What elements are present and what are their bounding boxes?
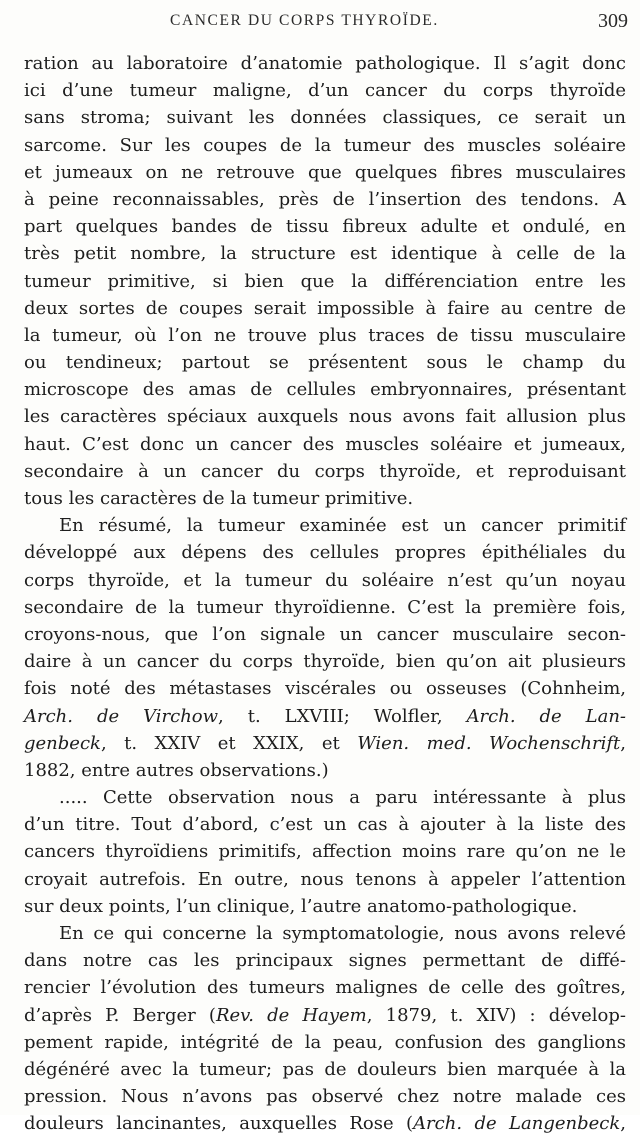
text-segment: à peine reconnaissables, près de l’insertion des tendons. A (24, 188, 626, 210)
page-number: 309 (598, 10, 628, 32)
text-line (24, 431, 626, 458)
text-segment: microscope des amas de cellules embryonnaires, présentant (24, 379, 626, 401)
text-segment: pement rapide, intégrité de la peau, confusion des ganglions (24, 1031, 626, 1053)
text-segment: , t. XXIV et XXIX, et (100, 732, 358, 754)
italic-citation: Arch. de Lan- (466, 705, 626, 727)
text-line (24, 1083, 626, 1110)
text-segment: cancers thyroïdiens primitifs, affection moins rare qu’on ne le (24, 841, 626, 863)
text-segment: corps thyroïde, et la tumeur du soléaire n’est qu’un noyau (24, 569, 626, 591)
text-segment: secondaire à un cancer du corps thyroïde, et reproduisant (24, 460, 626, 482)
text-line (24, 132, 626, 159)
text-segment: tumeur primitive, si bien que la différenciation entre les (24, 270, 626, 292)
text-segment: dégénéré avec la tumeur; pas de douleurs bien marquée à la (24, 1058, 626, 1080)
text-segment: très petit nombre, la structure est identique à celle de la (24, 243, 626, 265)
running-head-title: CANCER DU CORPS THYROÏDE. (170, 12, 439, 29)
text-segment: , (620, 732, 626, 754)
text-line (24, 757, 626, 784)
text-line (24, 974, 626, 1001)
text-segment: ration au laboratoire d’anatomie pathologique. Il s’agit donc (24, 53, 626, 74)
text-segment: d’un titre. Tout d’abord, c’est un cas à ajouter à la liste des (24, 814, 626, 836)
italic-citation: Wien. med. Wochenschrift (357, 732, 621, 754)
text-segment: 1882, entre autres observations.) (24, 759, 329, 781)
text-line (24, 159, 626, 186)
italic-citation: Arch. de Virchow (24, 705, 219, 727)
italic-citation: Rev. de Hayem (215, 1004, 367, 1026)
text-line (24, 703, 626, 730)
text-line (24, 811, 626, 838)
text-segment: la tumeur, où l’on ne trouve plus traces de tissu musculaire (24, 324, 626, 346)
text-line (24, 1056, 626, 1083)
text-segment: , 1879, t. XIV) : dévelop- (366, 1004, 626, 1026)
text-segment: d’après P. Berger ( (24, 1004, 216, 1026)
text-segment: et jumeaux on ne retrouve que quelques fibres musculaires (24, 161, 626, 183)
text-line (24, 77, 626, 104)
text-segment: pression. Nous n’avons pas observé chez notre malade ces (24, 1086, 626, 1108)
text-line (24, 376, 626, 403)
text-line (24, 730, 626, 757)
text-segment: ici d’une tumeur maligne, d’un cancer du corps thyroïde (24, 80, 626, 102)
text-segment: sur deux points, l’un clinique, l’autre anatomo-pathologique. (24, 895, 578, 917)
text-segment: fois noté des métastases viscérales ou osseuses (Cohnheim, (24, 678, 626, 700)
text-line (24, 322, 626, 349)
text-line (24, 675, 626, 702)
text-line (24, 648, 626, 675)
text-line (24, 485, 626, 512)
running-head (0, 6, 640, 34)
text-line (24, 784, 626, 811)
text-segment: En ce qui concerne la symptomatologie, nous avons relevé (59, 923, 626, 944)
text-line (24, 947, 626, 974)
text-segment: ou tendineux; partout se présentent sous le champ du (24, 352, 626, 374)
text-segment: croyons-nous, que l’on signale un cancer musculaire secon- (24, 623, 626, 645)
text-line (24, 213, 626, 240)
italic-citation: Arch. de Langenbeck (413, 1113, 621, 1135)
text-line (24, 50, 626, 77)
text-segment: croyait autrefois. En outre, nous tenons à appeler l’attention (24, 868, 626, 890)
text-line (24, 866, 626, 893)
text-segment: tous les caractères de la tumeur primitive. (24, 488, 414, 509)
text-segment: En résumé, la tumeur examinée est un cancer primitif (59, 515, 626, 537)
text-line (24, 567, 626, 594)
italic-citation: genbeck (24, 732, 101, 754)
text-segment: secondaire de la tumeur thyroïdienne. C’est la première fois, (24, 596, 626, 618)
text-line (24, 295, 626, 322)
text-line (24, 1029, 626, 1056)
text-segment: deux sortes de coupes serait impossible à faire au centre de (24, 297, 626, 319)
text-line (24, 512, 626, 539)
text-line (24, 594, 626, 621)
text-segment: dans notre cas les principaux signes permettant de diffé- (24, 950, 626, 972)
text-line (24, 920, 626, 947)
text-segment: douleurs lancinantes, auxquelles Rose ( (24, 1113, 414, 1135)
text-line (24, 186, 626, 213)
text-line (24, 893, 626, 920)
text-line (24, 349, 626, 376)
text-line (24, 1002, 626, 1029)
text-line (24, 240, 626, 267)
text-line (24, 458, 626, 485)
text-line (24, 1110, 626, 1137)
text-segment: ..... Cette observation nous a paru intéressante à plus (59, 787, 626, 809)
text-segment: les caractères spéciaux auxquels nous avons fait allusion plus (24, 406, 626, 428)
text-line (24, 539, 626, 566)
text-line (24, 621, 626, 648)
text-line (24, 403, 626, 430)
text-segment: sarcome. Sur les coupes de la tumeur des muscles soléaire (24, 134, 626, 156)
text-segment: rencier l’évolution des tumeurs malignes de celle des goîtres, (24, 977, 626, 999)
text-segment: haut. C’est donc un cancer des muscles soléaire et jumeaux, (24, 433, 626, 455)
body-text (24, 50, 626, 1138)
text-segment: part quelques bandes de tissu fibreux adulte et ondulé, en (24, 216, 626, 238)
text-segment: , (620, 1113, 626, 1135)
text-line (24, 104, 626, 131)
text-segment: , t. LXVIII; Wolfler, (218, 705, 467, 727)
text-line (24, 838, 626, 865)
text-line (24, 268, 626, 295)
text-segment: daire à un cancer du corps thyroïde, bien qu’on ait plusieurs (24, 651, 626, 673)
text-segment: sans stroma; suivant les données classiques, ce serait un (24, 107, 626, 129)
text-segment: développé aux dépens des cellules propres épithéliales du (24, 542, 626, 564)
